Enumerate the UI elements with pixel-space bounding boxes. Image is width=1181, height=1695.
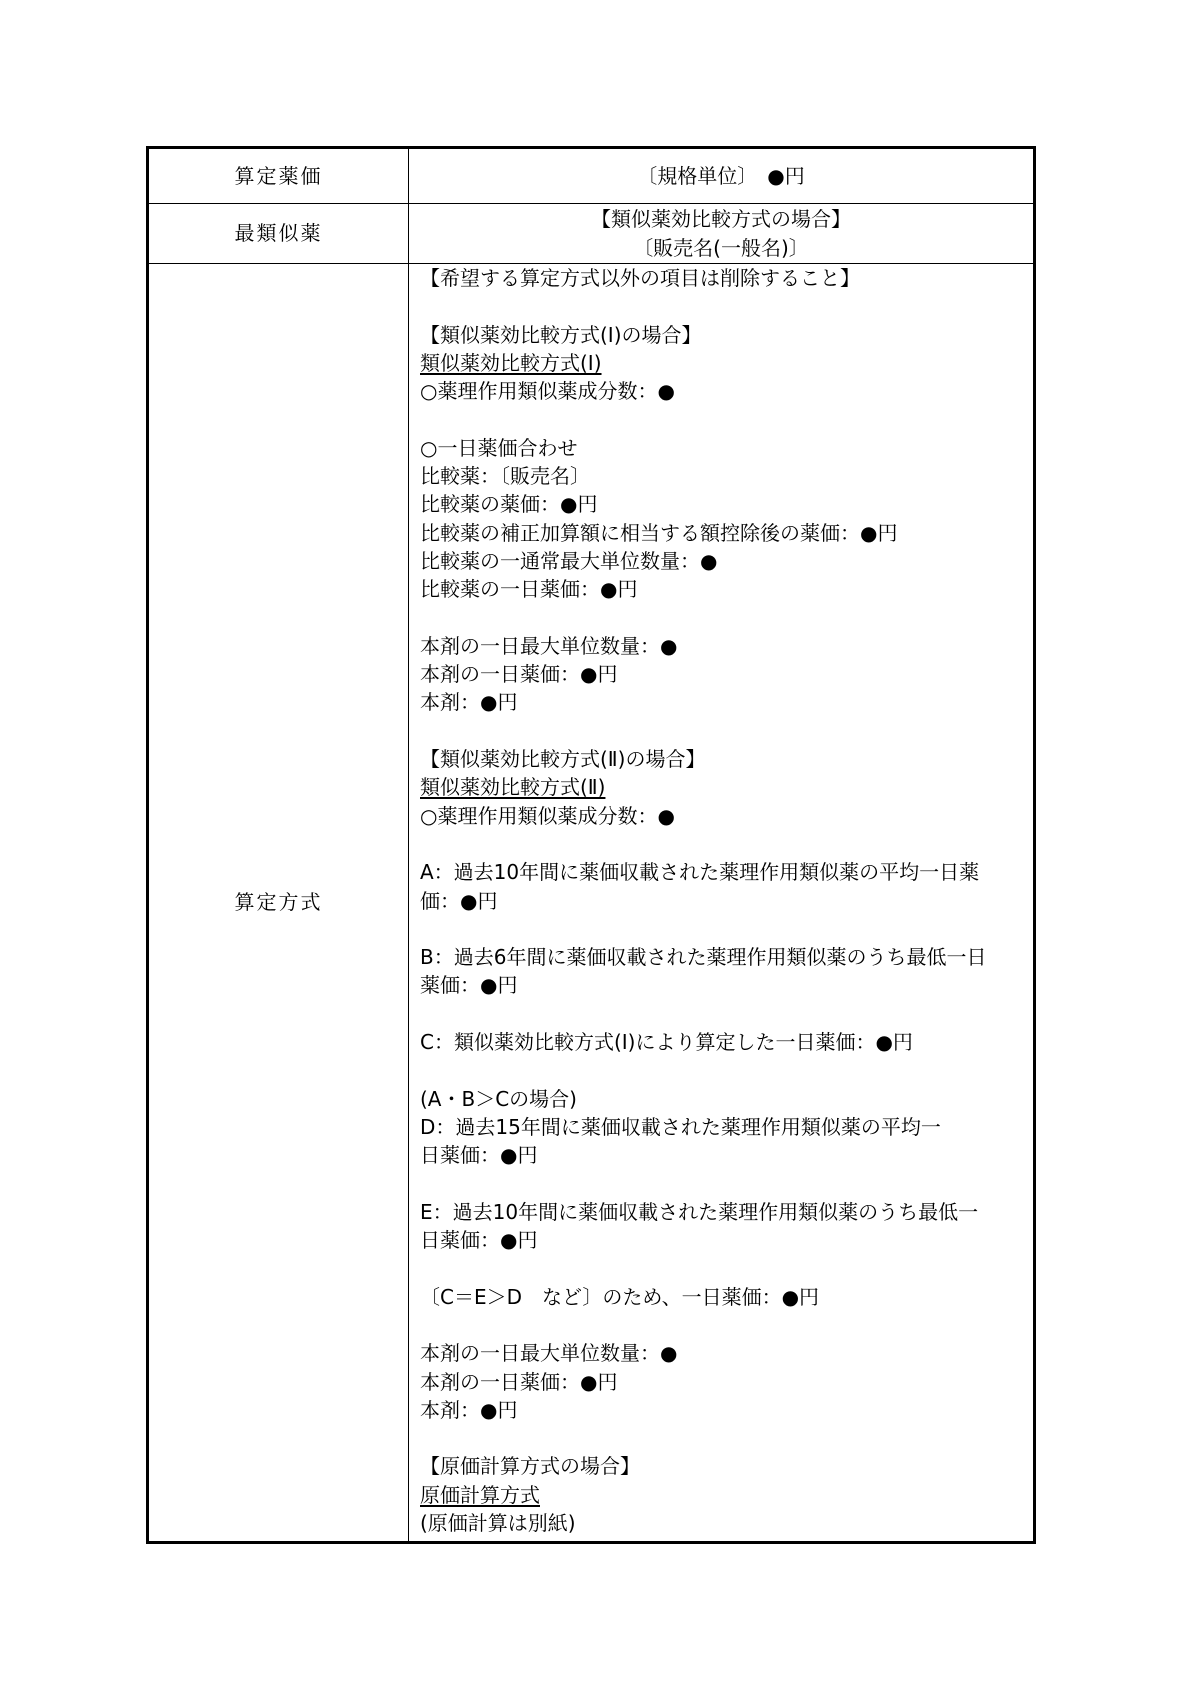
method-line: A：過去10年間に薬価収載された薬理作用類似薬の平均一日薬	[420, 860, 980, 885]
method-title: 原価計算方式	[420, 1482, 540, 1507]
similar-value-line-1: 【類似薬効比較方式の場合】	[591, 207, 851, 232]
blank-line	[420, 1424, 1025, 1452]
most-similar-drug-value	[409, 204, 1035, 264]
method-title: 類似薬効比較方式(Ⅰ)	[420, 350, 602, 375]
blank-line	[420, 1254, 1025, 1282]
row-calculation-method	[148, 264, 1035, 1543]
method-line: ○一日薬価合わせ	[420, 435, 578, 460]
method-line: 比較薬：〔販売名〕	[420, 464, 590, 489]
method-line: ○薬理作用類似薬成分数：●	[420, 803, 675, 828]
method-line: 【希望する算定方式以外の項目は削除すること】	[420, 266, 860, 290]
blank-line	[420, 915, 1025, 943]
method-line: 比較薬の一日薬価：●円	[420, 577, 638, 602]
method-line: 本剤：●円	[420, 690, 518, 715]
calculation-method-content	[409, 264, 1035, 1543]
blank-line	[420, 405, 1025, 433]
method-line: C：類似薬効比較方式(Ⅰ)により算定した一日薬価：●円	[420, 1030, 913, 1055]
calculated-price-value: 〔規格単位〕 ●円	[409, 148, 1035, 204]
blank-line	[420, 830, 1025, 858]
blank-line	[420, 292, 1025, 320]
method-line: E：過去10年間に薬価収載された薬理作用類似薬のうち最低一	[420, 1199, 979, 1224]
method-line: (原価計算は別紙)	[420, 1511, 576, 1536]
calculation-method-label: 算定方式	[148, 264, 409, 1543]
method-line: 価：●円	[420, 888, 498, 913]
method-line: (A・B＞Cの場合)	[420, 1086, 577, 1111]
method-line: 薬価：●円	[420, 973, 518, 998]
method-line: D：過去15年間に薬価収載された薬理作用類似薬の平均一	[420, 1114, 941, 1139]
method-line: 本剤の一日最大単位数量：●	[420, 633, 678, 658]
section-heading: 【類似薬効比較方式(Ⅰ)の場合】	[420, 322, 702, 347]
method-line: 日薬価：●円	[420, 1143, 538, 1168]
blank-line	[420, 1000, 1025, 1028]
blank-line	[420, 1056, 1025, 1084]
blank-line	[420, 1311, 1025, 1339]
calculated-price-label: 算定薬価	[148, 148, 409, 204]
method-line: 本剤の一日薬価：●円	[420, 662, 618, 687]
method-line: 比較薬の一通常最大単位数量：●	[420, 548, 718, 573]
similar-value-line-2: 〔販売名(一般名)〕	[633, 235, 809, 260]
method-line: 本剤：●円	[420, 1397, 518, 1422]
row-most-similar-drug	[148, 204, 1035, 264]
method-line: 比較薬の薬価：●円	[420, 492, 598, 517]
section-heading: 【類似薬効比較方式(Ⅱ)の場合】	[420, 747, 706, 772]
method-line: B：過去6年間に薬価収載された薬理作用類似薬のうち最低一日	[420, 945, 987, 970]
method-line: ○薬理作用類似薬成分数：●	[420, 379, 675, 404]
most-similar-drug-label: 最類似薬	[148, 204, 409, 264]
method-line: 本剤の一日最大単位数量：●	[420, 1341, 678, 1366]
blank-line	[420, 717, 1025, 745]
drug-price-table	[146, 146, 1036, 1544]
blank-line	[420, 1170, 1025, 1198]
method-line: 比較薬の補正加算額に相当する額控除後の薬価：●円	[420, 520, 898, 545]
method-line: 〔C＝E＞D など〕のため、一日薬価：●円	[420, 1284, 820, 1309]
method-title: 類似薬効比較方式(Ⅱ)	[420, 775, 606, 800]
blank-line	[420, 604, 1025, 632]
section-heading: 【原価計算方式の場合】	[420, 1454, 640, 1479]
method-line: 日薬価：●円	[420, 1228, 538, 1253]
method-line: 本剤の一日薬価：●円	[420, 1369, 618, 1394]
row-calculated-price	[148, 148, 1035, 204]
